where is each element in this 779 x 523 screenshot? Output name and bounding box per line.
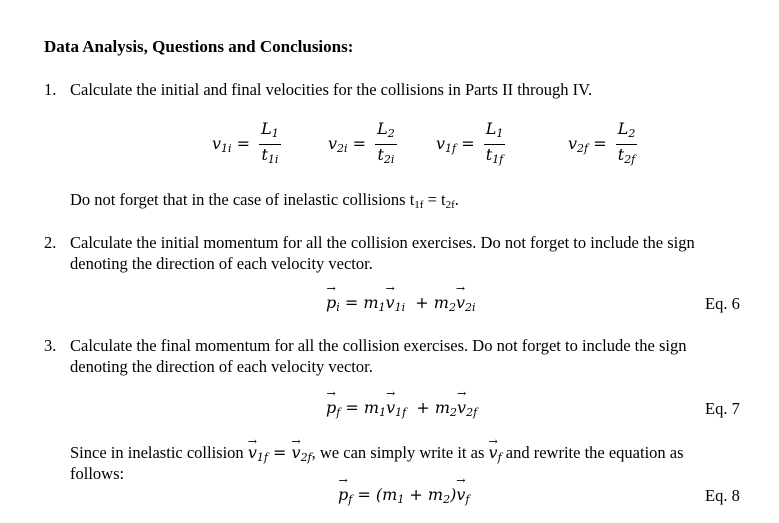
q3-line1: Calculate the final momentum for all the collision exercises. Do not forget to include the sign	[70, 336, 687, 355]
formula-v2f: $v_{2f}$ = $\frac{L_2}{t_{2f}}$	[568, 119, 636, 166]
eq7-label: Eq. 7	[705, 399, 740, 418]
equation-final-momentum: → $p_f = m_1\to v_{1f} + m_2\to v_{2f}$	[326, 398, 477, 419]
q1-text: Calculate the initial and final velocities for the collisions in Parts II through IV.	[70, 80, 593, 99]
formula-v2i: $v_{2i}$ = $\frac{L_2}{t_{2i}}$	[328, 119, 395, 166]
q2-number: 2.	[44, 233, 57, 252]
q1-number: 1.	[44, 80, 57, 99]
closing-line2: follows:	[70, 464, 125, 483]
q2-line1: Calculate the initial momentum for all the collision exercises. Do not forget to include the sign	[70, 233, 695, 252]
equation-combined-momentum: → $p_f = (m_1 + m_2)\to v_f$	[338, 485, 469, 506]
q3-number: 3.	[44, 336, 57, 355]
eq6-label: Eq. 6	[705, 294, 740, 313]
section-heading: Data Analysis, Questions and Conclusions:	[44, 37, 354, 56]
q3-line2: denoting the direction of each velocity vector.	[70, 357, 373, 376]
q2-line2: denoting the direction of each velocity vector.	[70, 254, 373, 273]
formula-v1i: $v_{1i}$ = $\frac{L_1}{t_{1i}}$	[212, 119, 279, 166]
eq8-label: Eq. 8	[705, 486, 740, 505]
closing-line1: Since in inelastic collision → $v_{1f}$ = → $v_{2f}$, we can simply write it as → $v_f$ and rewrite the equation as	[70, 442, 684, 469]
equation-initial-momentum: → $p_i = m_1\to v_{1i} + m_2\to v_{2i}$	[326, 293, 476, 314]
formula-v1f: $v_{1f}$ = $\frac{L_1}{t_{1f}}$	[436, 119, 504, 166]
q1-note: Do not forget that in the case of inelastic collisions $t_{1f} = t_{2f}$.	[70, 190, 459, 211]
